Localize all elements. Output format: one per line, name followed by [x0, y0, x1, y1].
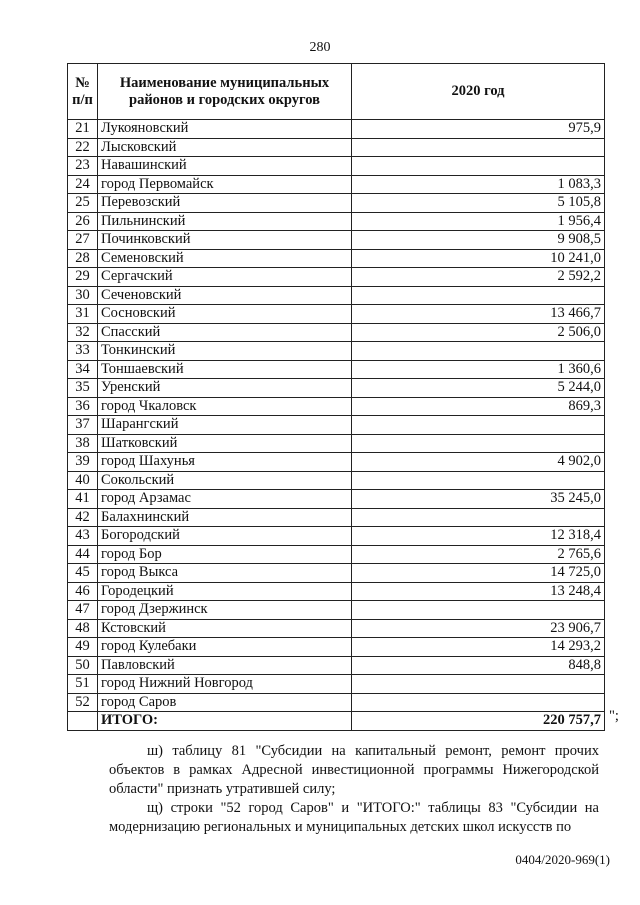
row-value: 13 248,4 — [352, 582, 605, 601]
table-row — [68, 342, 605, 361]
row-value: 14 725,0 — [352, 564, 605, 583]
row-value: 2 765,6 — [352, 545, 605, 564]
row-value: 2 506,0 — [352, 323, 605, 342]
row-name: Богородский — [98, 527, 352, 546]
row-value: 35 245,0 — [352, 490, 605, 509]
row-number: 47 — [68, 601, 98, 620]
row-name: город Шахунья — [98, 453, 352, 472]
table-body — [68, 120, 605, 712]
row-number: 22 — [68, 138, 98, 157]
row-number: 49 — [68, 638, 98, 657]
paragraph-sh-text: ш) таблицу 81 "Субсидии на капитальный ремонт, ремонт прочих объектов в рамках Адресной инвестиционной программы Нижегородской области" признать утратившей силу; — [109, 743, 599, 797]
table-row — [68, 527, 605, 546]
row-value — [352, 286, 605, 305]
row-number: 36 — [68, 397, 98, 416]
row-value: 869,3 — [352, 397, 605, 416]
paragraph-shch-text: щ) строки "52 город Саров" и "ИТОГО:" таблицы 83 "Субсидии на модернизацию региональных и муниципальных детских школ искусств по — [109, 800, 599, 835]
table-row — [68, 286, 605, 305]
row-value: 12 318,4 — [352, 527, 605, 546]
row-number: 30 — [68, 286, 98, 305]
row-number: 44 — [68, 545, 98, 564]
row-value — [352, 157, 605, 176]
table-row — [68, 249, 605, 268]
row-number: 23 — [68, 157, 98, 176]
row-name: Павловский — [98, 656, 352, 675]
row-number: 33 — [68, 342, 98, 361]
row-value — [352, 693, 605, 712]
row-name: Балахнинский — [98, 508, 352, 527]
row-value: 13 466,7 — [352, 305, 605, 324]
table-row — [68, 397, 605, 416]
header-num: № п/п — [68, 64, 98, 120]
row-value — [352, 471, 605, 490]
table-row — [68, 268, 605, 287]
row-value: 975,9 — [352, 120, 605, 139]
row-number: 51 — [68, 675, 98, 694]
row-name: Сергачский — [98, 268, 352, 287]
row-name: Навашинский — [98, 157, 352, 176]
row-name: город Бор — [98, 545, 352, 564]
row-value: 1 360,6 — [352, 360, 605, 379]
row-name: Пильнинский — [98, 212, 352, 231]
total-value: 220 757,7 — [352, 712, 605, 731]
total-label: ИТОГО: — [98, 712, 352, 731]
table-row — [68, 453, 605, 472]
row-name: Перевозский — [98, 194, 352, 213]
table-row — [68, 471, 605, 490]
row-number: 52 — [68, 693, 98, 712]
table-row — [68, 490, 605, 509]
row-number: 35 — [68, 379, 98, 398]
row-number: 45 — [68, 564, 98, 583]
row-name: город Выкса — [98, 564, 352, 583]
row-number: 27 — [68, 231, 98, 250]
header-year: 2020 год — [352, 64, 605, 120]
row-name: Лукояновский — [98, 120, 352, 139]
row-number: 34 — [68, 360, 98, 379]
table-row — [68, 360, 605, 379]
row-name: Тонкинский — [98, 342, 352, 361]
row-number: 48 — [68, 619, 98, 638]
row-name: Шатковский — [98, 434, 352, 453]
table-row — [68, 305, 605, 324]
row-number: 26 — [68, 212, 98, 231]
row-value: 1 956,4 — [352, 212, 605, 231]
row-name: Городецкий — [98, 582, 352, 601]
row-value — [352, 601, 605, 620]
table-row — [68, 638, 605, 657]
paragraph-shch — [109, 799, 599, 837]
row-value — [352, 434, 605, 453]
row-value: 2 592,2 — [352, 268, 605, 287]
row-name: Сосновский — [98, 305, 352, 324]
row-value — [352, 342, 605, 361]
table-row — [68, 379, 605, 398]
total-num-cell — [68, 712, 98, 731]
row-number: 32 — [68, 323, 98, 342]
row-name: Шарангский — [98, 416, 352, 435]
table-row — [68, 693, 605, 712]
closing-quote: "; — [609, 708, 619, 724]
paragraph-sh — [109, 742, 599, 799]
row-value: 5 244,0 — [352, 379, 605, 398]
total-row — [68, 712, 605, 731]
table-row — [68, 120, 605, 139]
table-row — [68, 175, 605, 194]
row-name: Спасский — [98, 323, 352, 342]
row-value: 1 083,3 — [352, 175, 605, 194]
row-name: город Нижний Новгород — [98, 675, 352, 694]
table-header-row — [68, 64, 605, 120]
table-row — [68, 434, 605, 453]
table-row — [68, 508, 605, 527]
row-name: город Первомайск — [98, 175, 352, 194]
row-name: Семеновский — [98, 249, 352, 268]
table-row — [68, 675, 605, 694]
row-number: 39 — [68, 453, 98, 472]
header-name: Наименование муниципальных районов и городских округов — [98, 64, 352, 120]
row-number: 31 — [68, 305, 98, 324]
table-row — [68, 619, 605, 638]
table-row — [68, 138, 605, 157]
row-name: город Дзержинск — [98, 601, 352, 620]
table-row — [68, 564, 605, 583]
row-value: 23 906,7 — [352, 619, 605, 638]
row-name: Уренский — [98, 379, 352, 398]
table-row — [68, 157, 605, 176]
row-number: 41 — [68, 490, 98, 509]
row-name: город Арзамас — [98, 490, 352, 509]
row-number: 24 — [68, 175, 98, 194]
page-number: 280 — [309, 40, 331, 55]
table-row — [68, 582, 605, 601]
table-row — [68, 323, 605, 342]
row-value: 10 241,0 — [352, 249, 605, 268]
table-row — [68, 194, 605, 213]
row-value — [352, 416, 605, 435]
row-name: Лысковский — [98, 138, 352, 157]
row-value — [352, 138, 605, 157]
row-value: 5 105,8 — [352, 194, 605, 213]
table-row — [68, 656, 605, 675]
document-code: 0404/2020-969(1) — [515, 852, 610, 867]
row-value — [352, 675, 605, 694]
row-name: Тоншаевский — [98, 360, 352, 379]
row-number: 46 — [68, 582, 98, 601]
table-row — [68, 212, 605, 231]
table-row — [68, 416, 605, 435]
row-number: 40 — [68, 471, 98, 490]
row-number: 43 — [68, 527, 98, 546]
row-value: 848,8 — [352, 656, 605, 675]
row-name: Сокольский — [98, 471, 352, 490]
row-name: Сеченовский — [98, 286, 352, 305]
row-number: 42 — [68, 508, 98, 527]
table-row — [68, 231, 605, 250]
table-row — [68, 601, 605, 620]
row-value — [352, 508, 605, 527]
row-number: 28 — [68, 249, 98, 268]
row-number: 25 — [68, 194, 98, 213]
row-number: 50 — [68, 656, 98, 675]
subsidy-table — [67, 63, 605, 731]
row-value: 4 902,0 — [352, 453, 605, 472]
row-name: город Чкаловск — [98, 397, 352, 416]
row-name: город Саров — [98, 693, 352, 712]
table-row — [68, 545, 605, 564]
row-name: город Кулебаки — [98, 638, 352, 657]
row-name: Кстовский — [98, 619, 352, 638]
row-value: 14 293,2 — [352, 638, 605, 657]
row-number: 29 — [68, 268, 98, 287]
row-name: Починковский — [98, 231, 352, 250]
row-number: 38 — [68, 434, 98, 453]
row-number: 21 — [68, 120, 98, 139]
row-number: 37 — [68, 416, 98, 435]
row-value: 9 908,5 — [352, 231, 605, 250]
